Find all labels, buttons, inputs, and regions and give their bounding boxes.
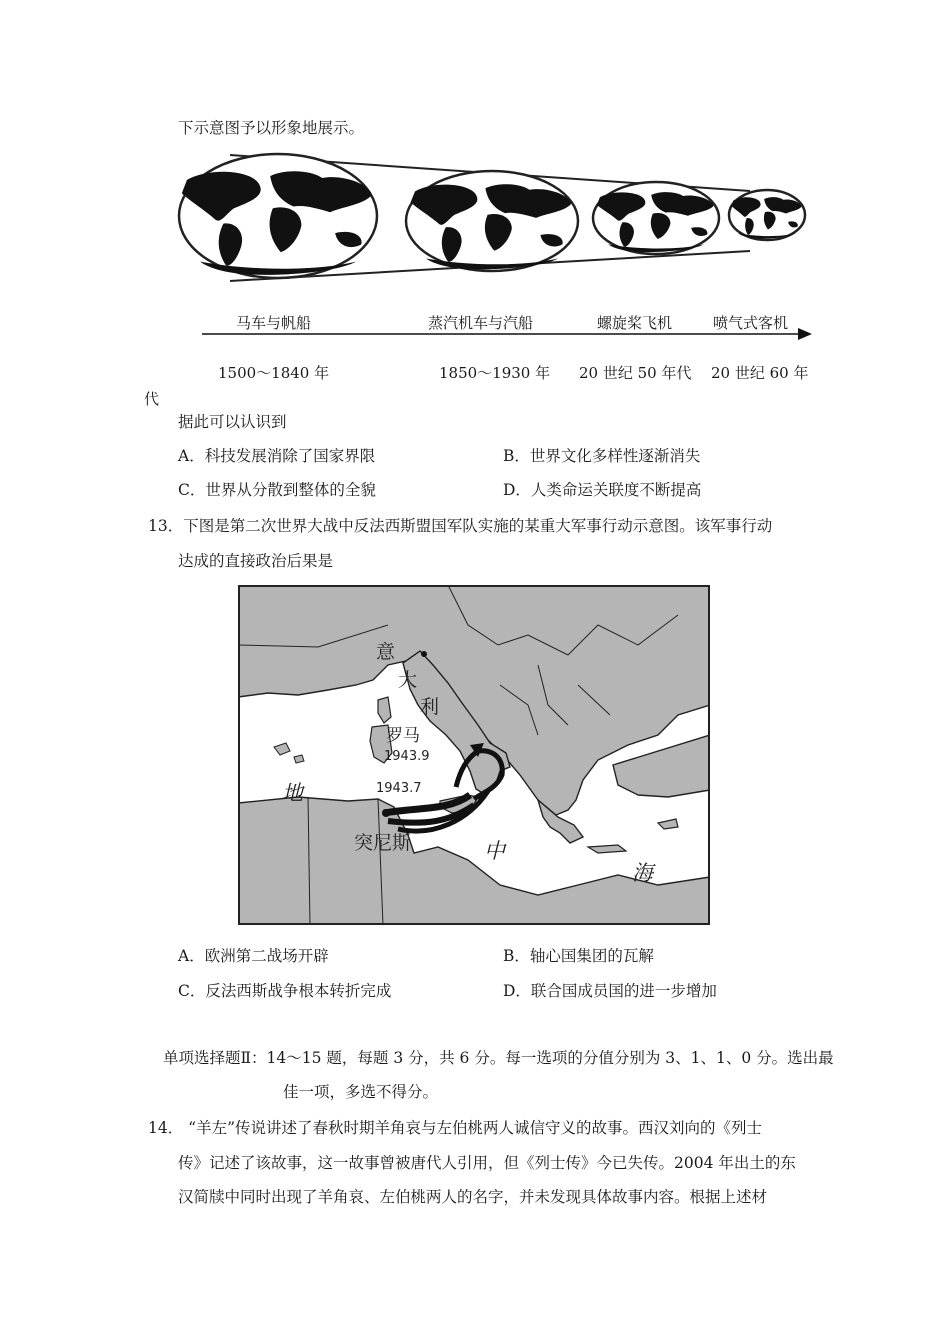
- era-4-transport: 喷气式客机: [713, 314, 789, 332]
- era-2-transport: 蒸汽机车与汽船: [428, 314, 534, 332]
- q12-intro: 下示意图予以形象地展示。: [178, 119, 365, 137]
- map-frame: [238, 585, 710, 925]
- map-label-yi: 意: [376, 641, 396, 663]
- section-2-line-2: 佳一项，多选不得分。: [283, 1083, 439, 1101]
- q12-option-a[interactable]: A．科技发展消除了国家界限: [178, 447, 376, 465]
- era-3-period: 20 世纪 50 年代: [579, 364, 692, 382]
- q12-option-d[interactable]: D．人类命运关联度不断提高: [503, 481, 702, 499]
- map-label-tunis: 突尼斯: [354, 832, 412, 854]
- q14-line-1: 14． “羊左”传说讲述了春秋时期羊角哀与左伯桃两人诚信守义的故事。西汉刘向的《列士: [148, 1119, 763, 1137]
- section-2-line-1: 单项选择题Ⅱ：14～15 题，每题 3 分，共 6 分。每一选项的分值分别为 3、1、1、0 分。选出最: [163, 1049, 834, 1067]
- era-3-transport: 螺旋桨飞机: [597, 314, 673, 332]
- q13-line-2: 达成的直接政治后果是: [178, 552, 334, 570]
- q13-option-a[interactable]: A．欧洲第二战场开辟: [178, 947, 329, 965]
- era-4-period-wrap: 代: [144, 390, 160, 408]
- q13-option-c[interactable]: C．反法西斯战争根本转折完成: [178, 982, 392, 1000]
- q13-line-1: 13．下图是第二次世界大战中反法西斯盟国军队实施的某重大军事行动示意图。该军事行动: [148, 517, 773, 535]
- era-1-transport: 马车与帆船: [236, 314, 312, 332]
- q12-option-b[interactable]: B．世界文化多样性逐渐消失: [503, 447, 701, 465]
- q13-option-d[interactable]: D．联合国成员国的进一步增加: [503, 982, 717, 1000]
- mediterranean-map: [238, 585, 710, 925]
- map-label-1943-7: 1943.7: [376, 781, 422, 796]
- q14-line-2: 传》记述了该故事，这一故事曾被唐代人引用，但《列士传》今已失传。2004 年出土的东: [178, 1154, 796, 1172]
- map-label-1943-9: 1943.9: [384, 749, 430, 764]
- q12-option-c[interactable]: C．世界从分散到整体的全貌: [178, 481, 376, 499]
- timeline-arrow: [200, 324, 815, 344]
- map-label-rome: 罗马: [386, 726, 420, 746]
- map-label-zhong: 中: [484, 839, 505, 863]
- map-label-da: 大: [398, 669, 418, 691]
- q12-stem: 据此可以认识到: [178, 413, 287, 431]
- map-label-hai: 海: [632, 861, 653, 885]
- era-2-period: 1850～1930 年: [439, 364, 551, 382]
- map-label-li: 利: [420, 696, 440, 718]
- map-label-di: 地: [282, 781, 303, 805]
- q13-option-b[interactable]: B．轴心国集团的瓦解: [503, 947, 654, 965]
- era-1-period: 1500～1840 年: [218, 364, 330, 382]
- era-4-period: 20 世纪 60 年: [711, 364, 809, 382]
- q14-line-3: 汉简牍中同时出现了羊角哀、左伯桃两人的名字，并未发现具体故事内容。根据上述材: [178, 1188, 768, 1206]
